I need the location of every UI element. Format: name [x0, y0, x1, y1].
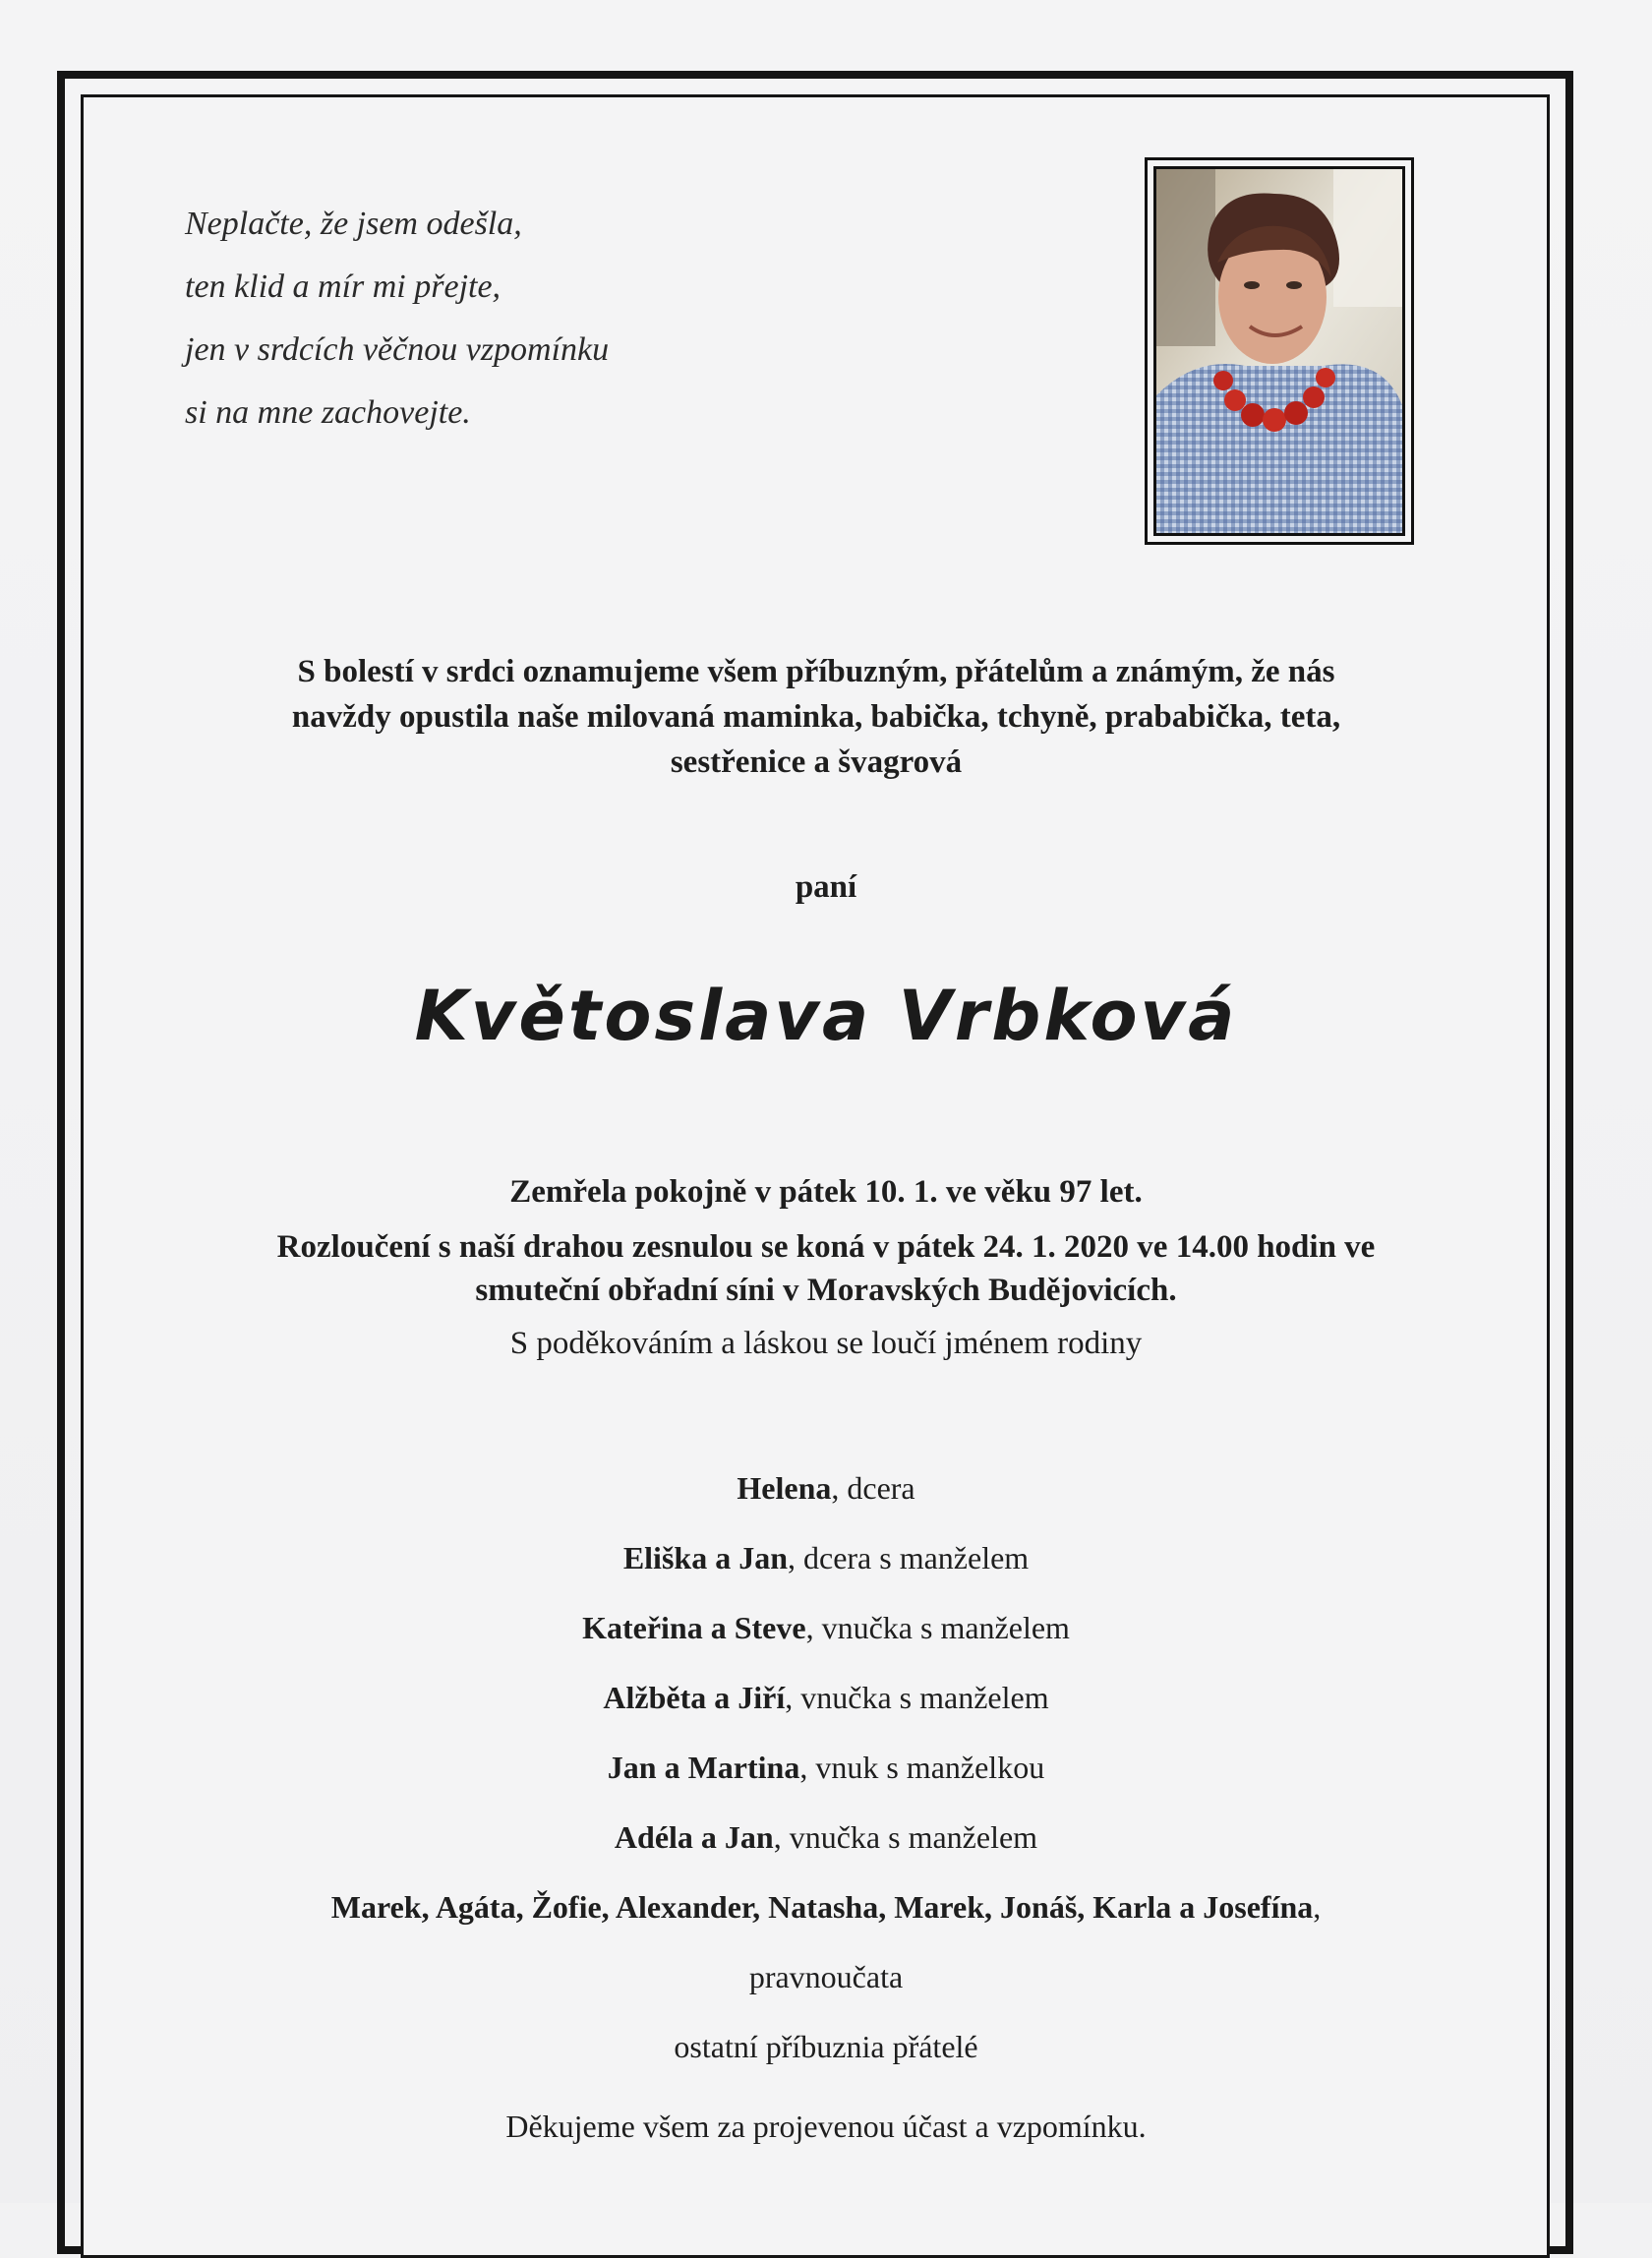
closing-thanks: Děkujeme všem za projevenou účast a vzpomínku.	[505, 2109, 1147, 2144]
family-relation: ostatní příbuzniа přátelé	[674, 2029, 978, 2064]
family-row	[98, 1593, 1554, 1663]
family-names: Adéla a Jan	[614, 1819, 774, 1855]
announcement-text	[148, 649, 1485, 785]
family-relation: pravnoučata	[748, 1959, 904, 1994]
farewell-line: S poděkováním a láskou se loučí jménem rodiny	[509, 1326, 1143, 1361]
announcement-line: S bolestí v srdci oznamujeme všem příbuzným, přátelům a známým, že nás	[297, 654, 1335, 689]
family-relation: ,	[1313, 1889, 1322, 1925]
portrait-image	[1156, 169, 1402, 533]
family-relation: , vnuk s manželkou	[799, 1750, 1045, 1785]
family-relation: , dcera s manželem	[787, 1540, 1030, 1575]
family-names: Jan a Martina	[607, 1750, 800, 1785]
family-relation: , vnučka s manželem	[785, 1680, 1049, 1715]
portrait-frame	[1145, 157, 1414, 545]
poem-line: ten klid a mír mi přejte,	[185, 268, 502, 305]
family-names: Kateřina a Steve	[582, 1610, 806, 1645]
ceremony-line: Rozloučení s naší drahou zesnulou se koná v pátek 24. 1. 2020 ve 14.00 hodin ve	[276, 1229, 1376, 1265]
family-names: Alžběta a Jiří	[603, 1680, 786, 1715]
poem-line: si na mne zachovejte.	[185, 394, 471, 431]
ceremony-line: smuteční obřadní síni v Moravských Budějovicích.	[475, 1273, 1177, 1308]
family-row	[98, 1523, 1554, 1593]
family-row	[98, 1872, 1554, 1942]
family-relation: , vnučka s manželem	[805, 1610, 1070, 1645]
family-row	[98, 1454, 1554, 1523]
portrait-photo	[1153, 166, 1405, 536]
announcement-line: sestřenice a švagrová	[670, 744, 963, 780]
family-row	[98, 1663, 1554, 1733]
funeral-details	[138, 1170, 1514, 1365]
family-relation: , dcera	[831, 1470, 915, 1506]
family-row	[98, 1733, 1554, 1803]
death-notice: Zemřela pokojně v pátek 10. 1. ve věku 97 let.	[509, 1174, 1143, 1210]
poem	[185, 193, 609, 445]
family-names: Helena	[737, 1470, 832, 1506]
family-row	[98, 1803, 1554, 1872]
family-row	[98, 2012, 1554, 2082]
announcement-line: navždy opustila naše milovaná maminka, babička, tchyně, prababička, teta,	[291, 699, 1341, 735]
family-relation: , vnučka s manželem	[773, 1819, 1038, 1855]
family-names: Eliška a Jan	[622, 1540, 788, 1575]
family-list	[98, 1454, 1554, 2082]
title-prefix: paní	[795, 869, 857, 905]
family-row	[98, 1942, 1554, 2012]
poem-line: Neplačte, že jsem odešla,	[185, 206, 522, 242]
family-names: Marek, Agáta, Žofie, Alexander, Natasha, Marek, Jonáš, Karla a Josefína	[330, 1889, 1314, 1925]
poem-line: jen v srdcích věčnou vzpomínku	[185, 331, 610, 368]
deceased-name: Květoslava Vrbková	[414, 976, 1238, 1056]
